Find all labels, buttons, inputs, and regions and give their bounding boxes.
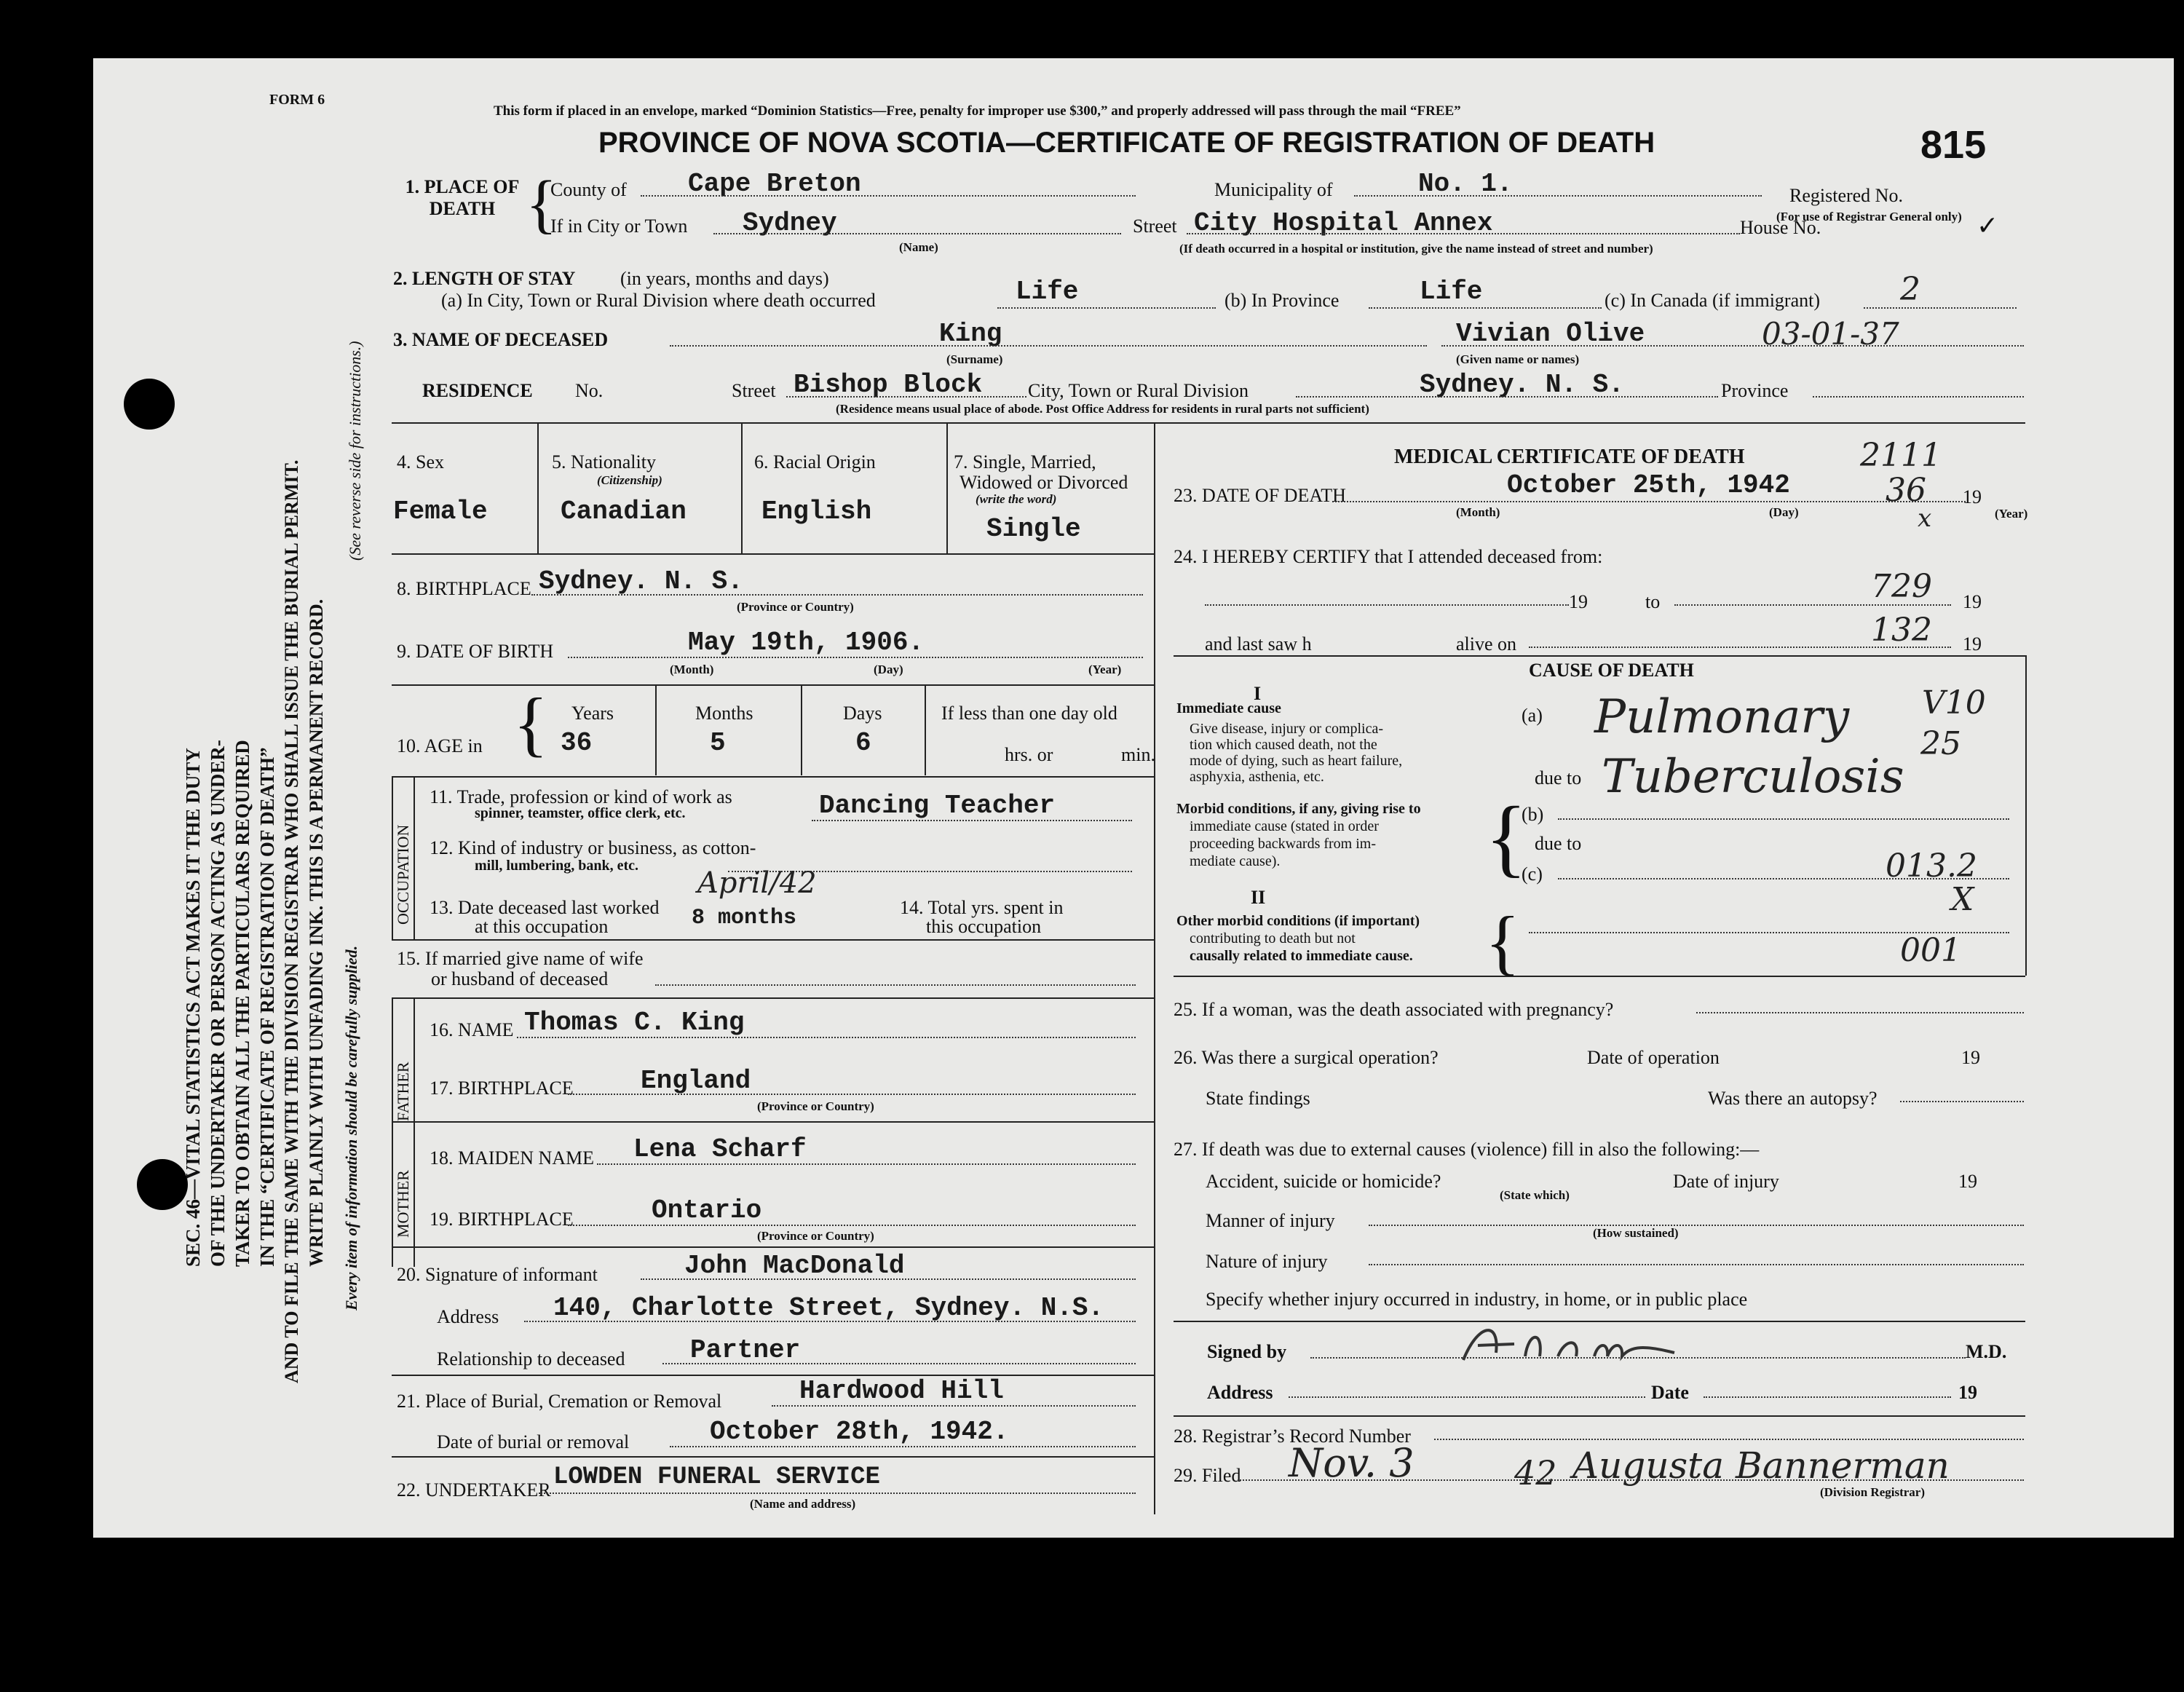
death-year-caption: (Year) — [1995, 507, 2028, 521]
medical-code-2111: 2111 — [1860, 437, 1942, 474]
burial-place-value: Hardwood Hill — [799, 1376, 1004, 1406]
stay-city-value: Life — [1016, 277, 1079, 307]
age-days-label: Days — [843, 703, 882, 724]
last-saw-19: 19 — [1963, 633, 1982, 655]
municipality-label: Municipality of — [1214, 179, 1333, 200]
form-number: FORM 6 — [269, 92, 325, 108]
cause-a-label: (a) — [1522, 705, 1543, 726]
cause-due-to-value: Tuberculosis — [1602, 750, 1904, 804]
side-note-7: Every item of information should be carefully supplied. — [342, 945, 360, 1310]
dotted-line — [597, 1163, 1136, 1165]
surname-value: King — [939, 319, 1002, 349]
dotted-line — [641, 195, 1136, 197]
relationship-label: Relationship to deceased — [437, 1348, 625, 1369]
residence-street-value: Bishop Block — [794, 370, 983, 400]
attended-to: to — [1645, 591, 1661, 612]
mother-maiden-value: Lena Scharf — [633, 1134, 807, 1164]
side-note-2: OF THE UNDERTAKER OR PERSON ACTING AS UNDER- — [207, 740, 229, 1267]
city-value: Sydney — [743, 208, 837, 238]
trade-label-2: spinner, teamster, office clerk, etc. — [475, 805, 686, 821]
specify-label: Specify whether injury occurred in industry, in home, or in public place — [1206, 1289, 1748, 1310]
mother-maiden-label: 18. MAIDEN NAME — [430, 1147, 595, 1169]
cause-code-013-2: 013.2 — [1886, 847, 1977, 885]
due-to-label-2: due to — [1535, 833, 1582, 854]
residence-city-value: Sydney. N. S. — [1420, 370, 1624, 400]
divider — [1174, 1415, 2025, 1417]
last-worked-label-2: at this occupation — [475, 916, 609, 937]
less-than-day-label: If less than one day old — [941, 703, 1117, 724]
birth-month-caption: (Month) — [670, 663, 714, 676]
age-months-label: Months — [695, 703, 753, 724]
death-year-19: 19 — [1963, 486, 1982, 507]
operation-date-label: Date of operation — [1587, 1047, 1720, 1068]
divider — [392, 1246, 1154, 1248]
manner-label: Manner of injury — [1206, 1210, 1335, 1231]
dotted-line — [1205, 604, 1569, 606]
punch-hole — [124, 379, 175, 430]
how-sustained-caption: (How sustained) — [1593, 1226, 1679, 1240]
dotted-line — [1434, 1439, 2024, 1440]
burial-place-label: 21. Place of Burial, Cremation or Removal — [397, 1391, 722, 1412]
dotted-line — [568, 1094, 1136, 1095]
attended-19: 19 — [1569, 591, 1588, 612]
age-years-value: 36 — [561, 728, 593, 758]
cause-part-one: I — [1254, 683, 1262, 704]
accident-label: Accident, suicide or homicide? — [1206, 1171, 1441, 1192]
age-months-value: 5 — [710, 728, 726, 758]
brace: { — [1485, 901, 1520, 982]
dotted-line — [1704, 1396, 1951, 1398]
place-of-death-label: 1. PLACE OF DEATH — [405, 176, 520, 219]
stay-province-label: (b) In Province — [1224, 290, 1340, 311]
filed-date-handwritten: Nov. 3 — [1289, 1440, 1415, 1486]
house-no-label: House No. — [1740, 217, 1821, 238]
side-note-1: SEC. 46—VITAL STATISTICS ACT MAKES IT THE DUTY — [182, 748, 204, 1267]
filed-year-handwritten: 42 — [1514, 1453, 1557, 1493]
dotted-line — [1354, 195, 1762, 197]
surname-caption: (Surname) — [946, 352, 1003, 366]
signed-by-label: Signed by — [1207, 1341, 1287, 1362]
divider — [2025, 655, 2027, 976]
cause-a-value: Pulmonary — [1594, 690, 1850, 744]
last-worked-months: 8 months — [692, 906, 797, 930]
date-of-death-label: 23. DATE OF DEATH — [1174, 485, 1346, 506]
physician-signature — [1456, 1316, 1762, 1375]
dotted-line — [772, 1405, 1136, 1407]
divider — [392, 553, 1154, 555]
residence-no-label: No. — [575, 380, 604, 401]
signer-date-label: Date — [1651, 1382, 1689, 1403]
dotted-line — [713, 233, 1121, 234]
medical-heading: MEDICAL CERTIFICATE OF DEATH — [1394, 446, 1745, 468]
divider — [1174, 976, 2025, 977]
injury-date-19: 19 — [1958, 1171, 1977, 1192]
dotted-line — [1369, 1264, 2024, 1265]
total-years-label-1: 14. Total yrs. spent in — [900, 897, 1064, 918]
last-worked-label-1: 13. Date deceased last worked — [430, 897, 660, 918]
trade-value: Dancing Teacher — [819, 791, 1056, 821]
due-to-label-1: due to — [1535, 767, 1582, 788]
dotted-line — [568, 657, 1143, 658]
length-of-stay-label: 2. LENGTH OF STAY — [393, 268, 576, 289]
divider — [392, 684, 1154, 686]
hrs-label: hrs. or — [1005, 744, 1053, 765]
dotted-line — [1900, 1101, 2024, 1102]
immediate-cause-label: Immediate cause — [1176, 700, 1281, 716]
stay-canada-value: 2 — [1900, 271, 1920, 308]
medical-code-729: 729 — [1871, 568, 1932, 605]
punch-hole — [137, 1159, 188, 1210]
municipality-value: No. 1. — [1418, 169, 1513, 199]
age-years-label: Years — [571, 703, 614, 724]
external-causes-label: 27. If death was due to external causes (violence) fill in also the following:— — [1174, 1139, 1760, 1160]
age-label: 10. AGE in — [397, 735, 483, 756]
city-label: If in City or Town — [550, 216, 688, 237]
dotted-line — [1187, 233, 1740, 234]
informant-signature-label: 20. Signature of informant — [397, 1264, 598, 1285]
burial-date-label: Date of burial or removal — [437, 1431, 630, 1452]
birth-day-caption: (Day) — [874, 663, 903, 676]
given-names-value: Vivian Olive — [1456, 319, 1645, 349]
dotted-line — [539, 1493, 1136, 1494]
marital-caption: (write the word) — [976, 492, 1057, 506]
informant-address-value: 140, Charlotte Street, Sydney. N.S. — [553, 1293, 1104, 1323]
dotted-line — [662, 1363, 1136, 1364]
birthplace-caption: (Province or Country) — [737, 600, 854, 614]
dotted-line — [1529, 932, 2009, 933]
side-note-3: TAKER TO OBTAIN ALL THE PARTICULARS REQUIRED — [232, 740, 253, 1267]
alive-on-label: alive on — [1456, 633, 1517, 655]
dotted-line — [1369, 1225, 2024, 1226]
stay-province-value: Life — [1420, 277, 1483, 307]
immediate-note-4: asphyxia, asthenia, etc. — [1190, 769, 1324, 785]
nationality-caption: (Citizenship) — [597, 473, 662, 487]
certificate-title: PROVINCE OF NOVA SCOTIA—CERTIFICATE OF REGISTRATION OF DEATH — [598, 127, 1655, 159]
dotted-line — [524, 1321, 1136, 1322]
divider — [655, 684, 657, 775]
dotted-line — [531, 594, 1143, 596]
dotted-line — [1696, 1012, 2024, 1013]
date-of-death-value: October 25th, 1942 — [1507, 470, 1790, 500]
divider — [392, 776, 393, 939]
stay-city-label: (a) In City, Town or Rural Division where death occurred — [441, 290, 876, 311]
divider — [392, 1121, 1154, 1123]
record-number-label: 28. Registrar’s Record Number — [1174, 1426, 1411, 1447]
division-registrar-caption: (Division Registrar) — [1820, 1485, 1926, 1499]
residence-label: RESIDENCE — [422, 380, 533, 401]
registrar-signature: Augusta Bannerman — [1572, 1444, 1950, 1487]
dotted-line — [655, 984, 1136, 986]
attended-label: 24. I HEREBY CERTIFY that I attended deceased from: — [1174, 546, 1603, 567]
signer-address-label: Address — [1207, 1382, 1273, 1403]
total-years-label-2: this occupation — [926, 916, 1042, 937]
last-worked-handwritten: April/42 — [697, 866, 817, 900]
certificate-number: 815 — [1920, 123, 1987, 167]
pregnancy-question: 25. If a woman, was the death associated with pregnancy? — [1174, 999, 1614, 1020]
trade-label-1: 11. Trade, profession or kind of work as — [430, 786, 732, 807]
brace: { — [513, 683, 548, 764]
divider — [925, 684, 926, 775]
dotted-line — [670, 1446, 1136, 1447]
nationality-value: Canadian — [561, 497, 687, 526]
nationality-label: 5. Nationality — [552, 451, 656, 473]
birth-year-caption: (Year) — [1088, 663, 1122, 676]
spouse-label-1: 15. If married give name of wife — [397, 948, 644, 969]
operation-date-19: 19 — [1961, 1047, 1980, 1068]
death-day-caption: (Day) — [1769, 505, 1799, 519]
morbid-note-2: immediate cause (stated in order — [1190, 818, 1379, 834]
registrar-code: 03-01-37 — [1762, 316, 1899, 352]
divider — [392, 1456, 1154, 1458]
cause-heading: CAUSE OF DEATH — [1529, 660, 1694, 681]
mother-birthplace-label: 19. BIRTHPLACE — [430, 1209, 574, 1230]
min-label: min. — [1121, 744, 1155, 765]
mother-birthplace-caption: (Province or Country) — [757, 1229, 874, 1243]
racial-origin-label: 6. Racial Origin — [754, 451, 876, 473]
dotted-line — [786, 396, 1026, 398]
check-mark-icon: ✓ — [1977, 211, 1999, 241]
residence-province-label: Province — [1721, 380, 1789, 401]
dotted-line — [517, 1037, 1136, 1038]
residence-street-label: Street — [732, 380, 776, 401]
father-name-value: Thomas C. King — [524, 1008, 745, 1037]
street-value: City Hospital Annex — [1194, 208, 1493, 238]
side-note-6: WRITE PLAINLY WITH UNFADING INK. THIS IS A PERMANENT RECORD. — [306, 598, 327, 1267]
divider — [392, 776, 1154, 778]
divider — [801, 684, 802, 775]
dotted-line — [1296, 396, 1718, 398]
death-code: 36 — [1886, 472, 1926, 509]
spouse-label-2: or husband of deceased — [431, 968, 609, 989]
divider — [392, 939, 1154, 941]
given-names-caption: (Given name or names) — [1456, 352, 1580, 366]
divider — [946, 422, 948, 553]
cause-code-001: 001 — [1900, 932, 1961, 969]
street-label: Street — [1133, 216, 1177, 237]
industry-label-1: 12. Kind of industry or business, as cotton- — [430, 837, 756, 858]
cause-c-label: (c) — [1522, 863, 1543, 885]
envelope-note: This form if placed in an envelope, marked “Dominion Statistics—Free, penalty for improper use $300,” and properly addressed will pass through the mail “FREE” — [494, 103, 1461, 119]
last-saw-label: and last saw h — [1205, 633, 1312, 655]
autopsy-question: Was there an autopsy? — [1708, 1088, 1878, 1109]
dotted-line — [997, 307, 1216, 309]
immediate-note-3: mode of dying, such as heart failure, — [1190, 753, 1403, 769]
brace: { — [526, 168, 558, 240]
informant-address-label: Address — [437, 1306, 499, 1327]
birthdate-value: May 19th, 1906. — [688, 628, 925, 657]
residence-note: (Residence means usual place of abode. Post Office Address for residents in rural parts not sufficient) — [836, 402, 1369, 416]
state-which-caption: (State which) — [1500, 1188, 1570, 1202]
dotted-line — [1289, 1396, 1645, 1398]
informant-name-value: John MacDonald — [684, 1251, 905, 1281]
name-caption: (Name) — [899, 240, 938, 254]
divider — [537, 422, 539, 553]
side-note-5: AND TO FILE THE SAME WITH THE DIVISION REGISTRAR WHO SHALL ISSUE THE BURIAL PERMIT. — [281, 459, 302, 1383]
filed-label: 29. Filed — [1174, 1465, 1241, 1486]
morbid-note-1: Morbid conditions, if any, giving rise to — [1176, 801, 1421, 817]
divider — [392, 997, 1154, 999]
marital-value: Single — [986, 514, 1081, 544]
county-value: Cape Breton — [688, 169, 861, 199]
divider — [392, 422, 2025, 424]
dotted-line — [1813, 396, 2024, 398]
father-birthplace-value: England — [641, 1066, 751, 1096]
divider — [1174, 655, 2025, 657]
residence-city-label: City, Town or Rural Division — [1028, 380, 1249, 401]
undertaker-value: LOWDEN FUNERAL SERVICE — [553, 1463, 880, 1491]
other-morbid-1: Other morbid conditions (if important) — [1176, 913, 1420, 929]
side-note-8: (See reverse side for instructions.) — [346, 341, 364, 561]
state-findings-label: State findings — [1206, 1088, 1310, 1109]
divider — [414, 776, 415, 939]
relationship-value: Partner — [690, 1335, 801, 1365]
dotted-line — [568, 1225, 1136, 1226]
birthdate-label: 9. DATE OF BIRTH — [397, 641, 554, 662]
cause-b-label: (b) — [1522, 804, 1544, 825]
divider — [1154, 422, 1155, 1514]
racial-origin-value: English — [761, 497, 872, 526]
nature-label: Nature of injury — [1206, 1251, 1328, 1272]
medical-code-132: 132 — [1871, 612, 1932, 649]
undertaker-label: 22. UNDERTAKER — [397, 1479, 551, 1501]
undertaker-caption: (Name and address) — [750, 1497, 856, 1511]
birthplace-value: Sydney. N. S. — [539, 566, 743, 596]
birthplace-label: 8. BIRTHPLACE — [397, 578, 531, 599]
signer-date-19: 19 — [1958, 1382, 1977, 1403]
industry-label-2: mill, lumbering, bank, etc. — [475, 858, 639, 874]
marital-label-1: 7. Single, Married, — [954, 451, 1096, 473]
divider — [741, 422, 743, 553]
mark-x-1: x — [1918, 504, 1932, 533]
dotted-line — [641, 1278, 1136, 1280]
brace: { — [1485, 788, 1527, 885]
md-label: M.D. — [1966, 1341, 2007, 1362]
dotted-line — [670, 345, 1427, 347]
name-of-deceased-label: 3. NAME OF DECEASED — [393, 329, 609, 350]
father-name-label: 16. NAME — [430, 1019, 514, 1040]
sex-label: 4. Sex — [397, 451, 444, 473]
injury-date-label: Date of injury — [1673, 1171, 1779, 1192]
side-note-4: IN THE “CERTIFICATE OF REGISTRATION OF DEATH” — [256, 747, 278, 1267]
cause-code-v10: V10 — [1922, 684, 1986, 722]
dotted-line — [1441, 345, 2024, 347]
immediate-note-1: Give disease, injury or complica- — [1190, 721, 1384, 737]
dotted-line — [1558, 818, 2009, 820]
hospital-note: (If death occurred in a hospital or institution, give the name instead of street and number) — [1179, 242, 1653, 256]
immediate-note-2: tion which caused death, not the — [1190, 737, 1377, 753]
registrar-use-note: (For use of Registrar General only) — [1776, 210, 1962, 224]
dotted-line — [812, 820, 1132, 821]
marital-label-2: Widowed or Divorced — [960, 472, 1128, 493]
dotted-line — [1369, 307, 1602, 309]
divider — [392, 1375, 1154, 1376]
burial-date-value: October 28th, 1942. — [710, 1417, 1009, 1447]
divider — [392, 1121, 393, 1267]
other-morbid-3: causally related to immediate cause. — [1190, 948, 1413, 964]
registered-no-label: Registered No. — [1789, 185, 1903, 206]
morbid-note-4: mediate cause). — [1190, 853, 1281, 869]
father-birthplace-caption: (Province or Country) — [757, 1099, 874, 1113]
father-side-label: FATHER — [394, 1062, 412, 1121]
cause-part-two: II — [1251, 887, 1266, 908]
dotted-line — [1238, 1479, 2024, 1481]
sex-value: Female — [393, 497, 488, 526]
surgery-question: 26. Was there a surgical operation? — [1174, 1047, 1439, 1068]
occupation-side-label: OCCUPATION — [394, 824, 412, 925]
length-of-stay-note: (in years, months and days) — [620, 268, 829, 289]
morbid-note-3: proceeding backwards from im- — [1190, 836, 1377, 852]
other-morbid-2: contributing to death but not — [1190, 930, 1356, 946]
dotted-line — [1332, 501, 1966, 502]
death-month-caption: (Month) — [1456, 505, 1500, 519]
age-days-value: 6 — [855, 728, 871, 758]
county-label: County of — [550, 179, 627, 200]
divider — [414, 1121, 415, 1267]
father-birthplace-label: 17. BIRTHPLACE — [430, 1078, 574, 1099]
dotted-line — [1864, 307, 2017, 309]
attended-end-19: 19 — [1963, 591, 1982, 612]
mother-birthplace-value: Ontario — [652, 1195, 762, 1225]
mother-side-label: MOTHER — [394, 1170, 412, 1238]
mark-x-2: X — [1951, 881, 1974, 918]
stay-canada-label: (c) In Canada (if immigrant) — [1605, 290, 1820, 311]
cause-code-25: 25 — [1920, 725, 1961, 762]
